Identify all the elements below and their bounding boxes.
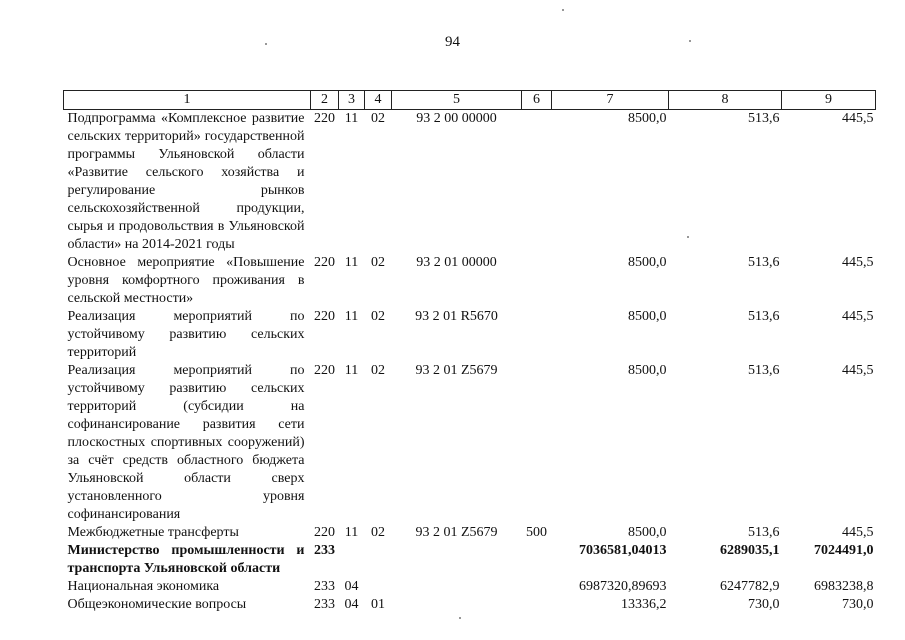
cell-value-7: 8500,0 <box>628 111 667 126</box>
cell-section: 11 <box>344 309 359 324</box>
scan-speck <box>562 9 564 11</box>
scan-speck <box>459 617 461 619</box>
cell-section: 11 <box>344 255 359 270</box>
cell-target: 93 2 01 Z5679 <box>415 525 498 540</box>
cell-target <box>392 596 522 614</box>
cell-code: 220 <box>314 309 335 324</box>
table-row <box>64 542 876 578</box>
cell-value-7: 8500,0 <box>628 309 667 324</box>
column-header: 1 <box>64 91 311 110</box>
scan-speck <box>689 40 691 42</box>
cell-value-9: 445,5 <box>842 111 874 126</box>
cell-value-9: 445,5 <box>842 363 874 378</box>
row-name: Межбюджетные трансферты <box>67 525 239 540</box>
cell-value-7: 8500,0 <box>628 363 667 378</box>
header-row <box>64 91 876 110</box>
cell-value-7: 8500,0 <box>628 525 667 540</box>
cell-type <box>522 578 552 596</box>
cell-value-9: 445,5 <box>842 309 874 324</box>
cell-value-8: 513,6 <box>748 255 780 270</box>
cell-subsection <box>365 578 392 596</box>
cell-section: 11 <box>344 111 359 126</box>
cell-value-8: 6289035,1 <box>720 543 780 558</box>
cell-section <box>339 542 365 578</box>
cell-value-9: 445,5 <box>842 255 874 270</box>
table-row <box>64 362 876 524</box>
cell-type <box>522 110 552 255</box>
cell-type <box>522 362 552 524</box>
row-name: Подпрограмма «Комплексное развитие сельских территорий» государственной программы Ульяновской области «Развитие сельского хозяйства и регулирование рынков сельскохозяйственной продукции, сырья и продовольствия в Ульяновской области» на 2014-2021 годы <box>67 111 305 252</box>
cell-type <box>522 254 552 308</box>
cell-value-8: 513,6 <box>748 363 780 378</box>
cell-type <box>522 596 552 614</box>
cell-subsection: 02 <box>371 309 385 324</box>
cell-section: 04 <box>344 579 359 594</box>
scan-speck <box>687 236 689 238</box>
cell-value-7: 8500,0 <box>628 255 667 270</box>
table-row <box>64 596 876 614</box>
cell-value-7: 6987320,89693 <box>579 579 667 594</box>
cell-type <box>522 308 552 362</box>
cell-value-7: 13336,2 <box>621 597 667 612</box>
cell-subsection: 02 <box>371 363 385 378</box>
row-name: Министерство промышленности и транспорта Ульяновской области <box>67 543 305 576</box>
cell-value-9: 730,0 <box>842 597 874 612</box>
cell-target: 93 2 01 00000 <box>416 255 497 270</box>
page-number: 94 <box>445 34 460 50</box>
cell-value-9: 445,5 <box>842 525 874 540</box>
cell-target: 93 2 01 R5670 <box>415 309 498 324</box>
cell-value-8: 730,0 <box>748 597 780 612</box>
table-row <box>64 578 876 596</box>
cell-subsection: 02 <box>371 111 385 126</box>
cell-value-7: 7036581,04013 <box>579 543 667 558</box>
table-row <box>64 254 876 308</box>
row-name: Национальная экономика <box>67 579 220 594</box>
cell-value-8: 513,6 <box>748 525 780 540</box>
column-header: 5 <box>392 91 522 110</box>
cell-value-9: 7024491,0 <box>814 543 874 558</box>
column-header: 3 <box>339 91 365 110</box>
cell-subsection: 02 <box>371 255 385 270</box>
cell-code: 233 <box>314 597 335 612</box>
cell-section: 04 <box>344 597 359 612</box>
cell-value-9: 6983238,8 <box>814 579 874 594</box>
row-name: Общеэкономические вопросы <box>67 597 247 612</box>
cell-subsection <box>365 542 392 578</box>
column-header: 4 <box>365 91 392 110</box>
row-name: Основное мероприятие «Повышение уровня комфортного проживания в сельской местности» <box>67 255 305 306</box>
table-row <box>64 110 876 255</box>
cell-target: 93 2 01 Z5679 <box>415 363 498 378</box>
row-name: Реализация мероприятий по устойчивому развитию сельских территорий <box>67 309 305 360</box>
cell-target <box>392 578 522 596</box>
cell-subsection: 01 <box>371 597 385 612</box>
cell-code: 220 <box>314 111 335 126</box>
column-header: 9 <box>782 91 876 110</box>
column-header: 7 <box>552 91 669 110</box>
cell-type <box>522 542 552 578</box>
cell-code: 233 <box>314 543 335 558</box>
cell-value-8: 513,6 <box>748 309 780 324</box>
column-header: 8 <box>669 91 782 110</box>
cell-code: 220 <box>314 255 335 270</box>
cell-target <box>392 542 522 578</box>
cell-value-8: 6247782,9 <box>720 579 780 594</box>
cell-value-8: 513,6 <box>748 111 780 126</box>
column-header: 6 <box>522 91 552 110</box>
table-row <box>64 524 876 542</box>
cell-code: 233 <box>314 579 335 594</box>
table-row <box>64 308 876 362</box>
cell-target: 93 2 00 00000 <box>416 111 497 126</box>
cell-section: 11 <box>344 525 359 540</box>
cell-subsection: 02 <box>371 525 385 540</box>
cell-code: 220 <box>314 363 335 378</box>
cell-type: 500 <box>526 525 547 540</box>
row-name: Реализация мероприятий по устойчивому развитию сельских территорий (субсидии на софинансирование развития сети плоскостных спортивных сооружений) за счёт средств областного бюджета Ульяновской области сверх установленного уровня софинансирования <box>67 363 305 522</box>
scan-speck <box>265 43 267 45</box>
column-header: 2 <box>311 91 339 110</box>
cell-code: 220 <box>314 525 335 540</box>
cell-section: 11 <box>344 363 359 378</box>
budget-table <box>63 90 876 614</box>
